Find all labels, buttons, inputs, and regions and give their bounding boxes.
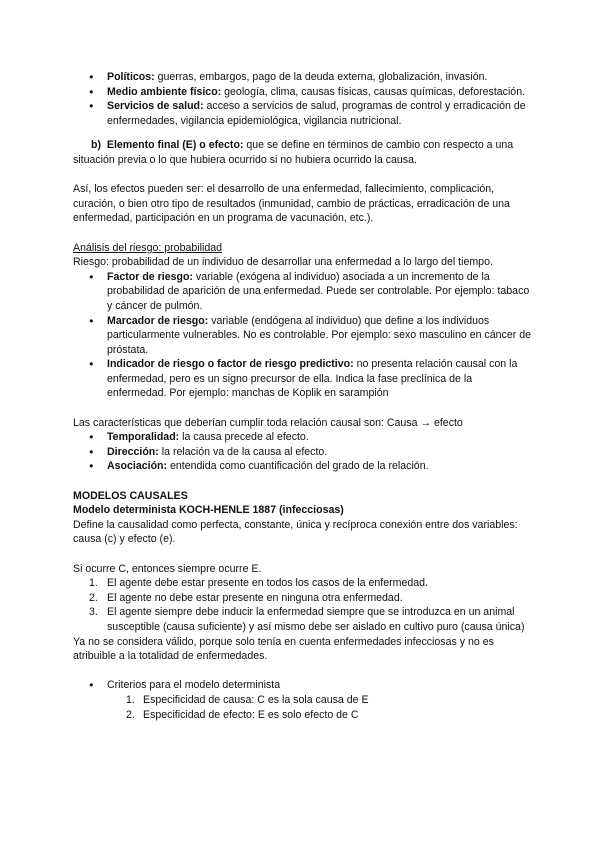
bullet-direccion (73, 445, 533, 460)
bullet-text: entendida como cuantificación del grado de la relación. (167, 460, 429, 473)
bullet-text: geología, clima, causas físicas, causas químicas, deforestación. (221, 85, 526, 98)
bullet-text: Criterios para el modelo determinista (107, 679, 281, 692)
list-item (73, 693, 533, 708)
bullet-marcador-riesgo (73, 314, 533, 358)
bullet-criterios (73, 678, 533, 693)
bullet-text: la relación va de la causa al efecto. (158, 445, 328, 458)
bullet-indicador-riesgo (73, 357, 533, 401)
bullet-term: Indicador de riesgo o factor de riesgo predictivo: (107, 358, 354, 371)
list-number: 2. (126, 708, 135, 721)
bullet-politicos (73, 70, 533, 85)
list-number: 1. (89, 577, 98, 590)
effects-paragraph: Así, los efectos pueden ser: el desarrollo de una enfermedad, fallecimiento, complicación, curación, o bien otro tipo de resultados (inmunidad, cambio de prácticas, erradicación de una enfermedad, participación en un programa de vacunación, etc.). (73, 183, 510, 225)
bullet-term: Dirección: (107, 445, 159, 458)
element-b-label: b) (91, 139, 101, 152)
bullet-asociacion (73, 459, 533, 474)
characteristics-intro: Las características que deberían cumplir toda relación causal son: Causa → efecto (73, 416, 463, 429)
bullet-servicios-salud (73, 99, 533, 128)
intro-bullet-list (73, 70, 533, 128)
bullet-text: la causa precede al efecto. (179, 431, 309, 444)
models-heading (73, 489, 533, 504)
models-subheading (73, 503, 533, 518)
bullet-text: variable (exógena al individuo) asociada a un incremento de la probabilidad de aparición de una enfermedad. Puede ser controlable. Por ejemplo: tabaco y cáncer de pulmón. (107, 270, 530, 312)
list-text: El agente debe estar presente en todos los casos de la enfermedad. (107, 577, 428, 590)
criteria-bullet-list (73, 678, 533, 693)
list-item (73, 708, 533, 723)
bullet-text: guerras, embargos, pago de la deuda externa, globalización, invasión. (154, 71, 488, 83)
risk-bullet-list (73, 270, 533, 401)
bullet-text: acceso a servicios de salud, programas de control y erradicación de enfermedades, vigilancia epidemiológica, vigilancia nutricional. (107, 100, 526, 127)
list-number: 2. (89, 591, 98, 604)
list-number: 1. (126, 693, 135, 706)
bullet-factor-riesgo (73, 270, 533, 314)
bullet-temporalidad (73, 430, 533, 445)
bullet-text: variable (endógena al individuo) que define a los individuos particularmente vulnerables. No es controlable. Por ejemplo: sexo masculino en cáncer de próstata. (107, 314, 531, 356)
list-text: Especificidad de efecto: E es solo efecto de C (143, 708, 359, 721)
bullet-text: no presenta relación causal con la enfermedad, pero es un signo precursor de ella. Indica la fase preclínica de la enfermedad. Por ejemplo: manchas de Koplik en sarampión (107, 358, 518, 400)
risk-heading: Análisis del riesgo: probabilidad (73, 241, 222, 254)
document-page (73, 70, 533, 722)
list-item (73, 591, 533, 606)
bullet-medio-ambiente (73, 85, 533, 100)
bullet-term: Servicios de salud: (107, 100, 204, 113)
models-validity: Ya no se considera válido, porque solo tenía en cuenta enfermedades infecciosas y no es atribuible a la totalidad de enfermedades. (73, 635, 494, 663)
risk-definition: Riesgo: probabilidad de un individuo de desarrollar una enfermedad a lo largo del tiempo. (73, 256, 493, 269)
list-item (73, 576, 533, 591)
models-condition: Si ocurre C, entonces siempre ocurre E. (73, 562, 262, 575)
list-item (73, 605, 533, 634)
list-text: El agente siempre debe inducir la enfermedad siempre que se introduzca en un animal susceptible (causa suficiente) y así mismo debe ser aislado en cultivo puro (causa única) (107, 606, 525, 633)
list-number: 3. (89, 606, 98, 619)
bullet-term: Asociación: (107, 460, 168, 473)
models-definition: Define la causalidad como perfecta, constante, única y recíproca conexión entre dos variables: causa (c) y efecto (e). (73, 518, 518, 546)
list-text: Especificidad de causa: C es la sola causa de E (143, 693, 369, 706)
koch-numbered-list (73, 576, 533, 634)
bullet-term: Marcador de riesgo: (107, 314, 209, 327)
bullet-term: Políticos: (107, 71, 155, 83)
models-heading-text: MODELOS CAUSALES (73, 489, 188, 502)
element-b-text-rest: respecto a una situación previa o lo que hubiera ocurrido si no hubiera ocurrido la causa. (73, 139, 514, 166)
element-b-text: que se define en términos de cambio con (243, 139, 441, 152)
element-b-paragraph (73, 138, 533, 167)
bullet-term: Medio ambiente físico: (107, 85, 222, 98)
element-b-term: Elemento final (E) o efecto: (106, 139, 244, 152)
list-text: El agente no debe estar presente en ninguna otra enfermedad. (107, 591, 403, 604)
bullet-term: Temporalidad: (107, 431, 180, 444)
criteria-numbered-list (73, 693, 533, 722)
models-subheading-text: Modelo determinista KOCH-HENLE 1887 (infecciosas) (73, 504, 344, 517)
bullet-term: Factor de riesgo: (107, 270, 193, 283)
characteristics-bullet-list (73, 430, 533, 474)
